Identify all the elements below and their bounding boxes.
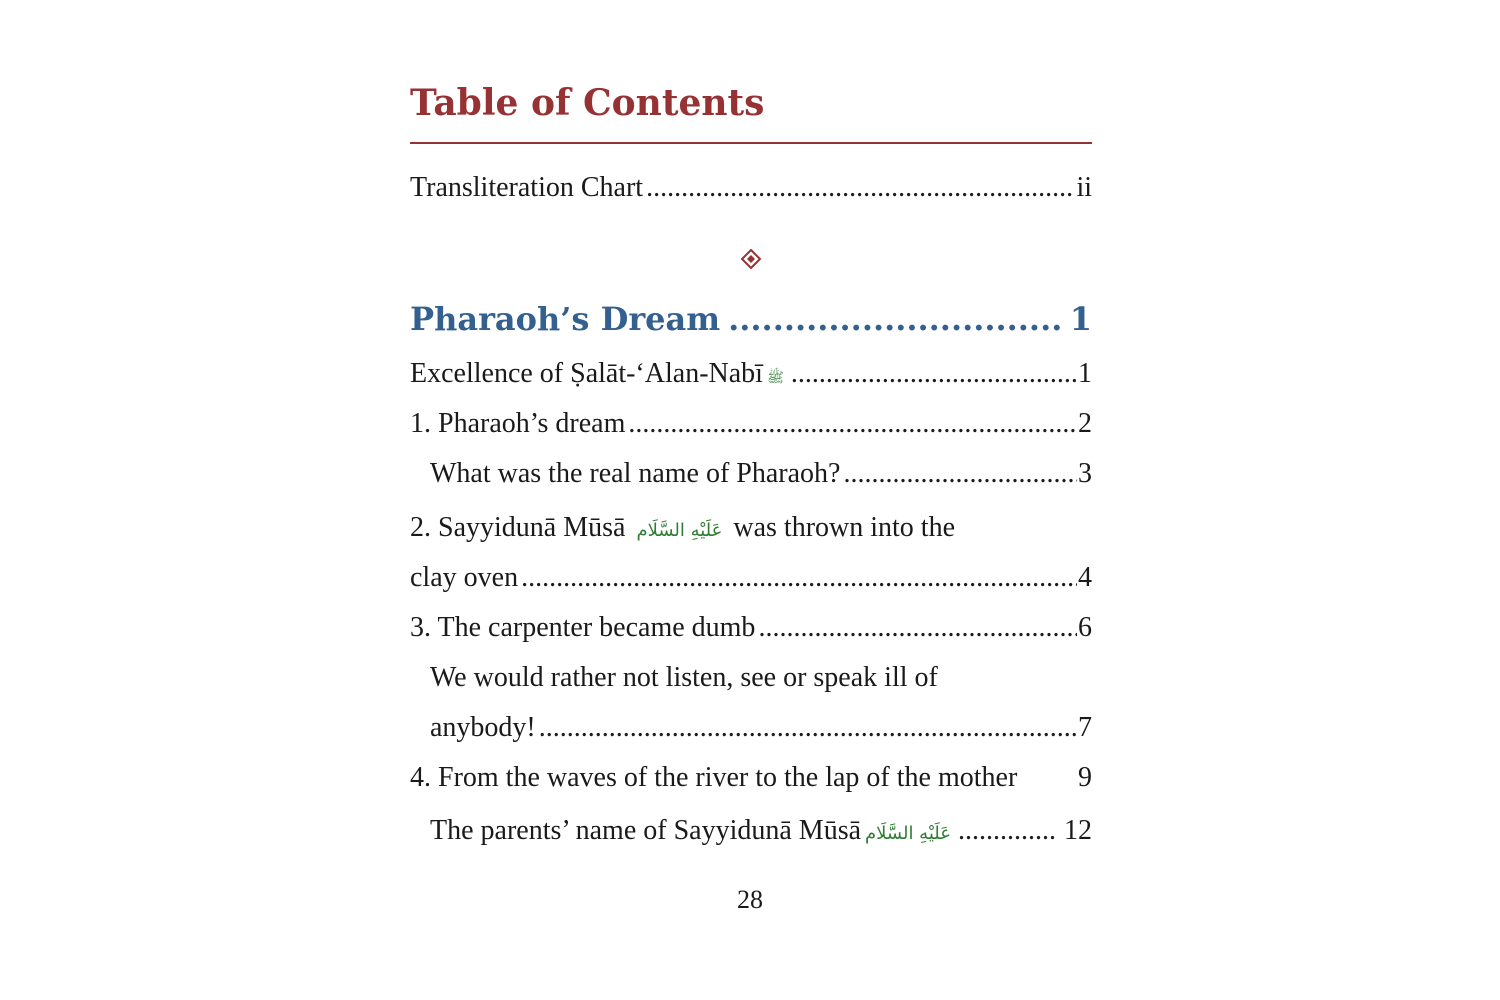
entry-title: The parents’ name of Sayyidunā Mūsā <box>430 815 862 846</box>
entry-page: 3 <box>1078 458 1092 489</box>
entry-title: What was the real name of Pharaoh? <box>430 458 841 489</box>
entry-title: anybody! <box>430 712 536 743</box>
entry-page: 2 <box>1078 408 1092 439</box>
toc-entry-line-1[interactable] <box>410 512 955 544</box>
entry-title: Excellence of Ṣalāt-‘Alan-Nabī <box>410 358 763 389</box>
toc-entry[interactable] <box>410 408 1092 440</box>
leader-dots <box>791 358 1077 390</box>
leader-dots <box>843 458 1077 490</box>
entry-page: 9 <box>1078 762 1092 793</box>
entry-title-pre: 2. Sayyidunā Mūsā <box>410 512 626 543</box>
entry-title: clay oven <box>410 562 519 593</box>
entry-page: 6 <box>1078 612 1092 643</box>
entry-page: 1 <box>1078 358 1092 389</box>
entry-page: 12 <box>1064 815 1092 846</box>
arabic-honorific: عَلَيْهِ السَّلَام <box>636 520 723 541</box>
toc-subentry[interactable] <box>430 458 1092 490</box>
arabic-honorific: ﷺ <box>766 370 784 386</box>
arabic-honorific: عَلَيْهِ السَّلَام <box>865 823 951 844</box>
leader-dots <box>628 408 1077 440</box>
chapter-entry[interactable] <box>410 300 1092 338</box>
toc-subentry-line-1[interactable] <box>430 662 938 694</box>
toc-entry[interactable] <box>410 762 1092 794</box>
entry-title: 1. Pharaoh’s dream <box>410 408 626 439</box>
entry-title: We would rather not listen, see or speak ill of <box>430 662 938 693</box>
toc-subentry[interactable] <box>430 815 1092 847</box>
entry-title: Transliteration Chart <box>410 172 644 203</box>
toc-entry-line-2[interactable] <box>410 562 1092 594</box>
leader-dots <box>521 562 1077 594</box>
page-number: 28 <box>737 885 763 914</box>
entry-title: 3. The carpenter became dumb <box>410 612 756 643</box>
leader-dots <box>539 712 1077 744</box>
entry-page: 4 <box>1078 562 1092 593</box>
toc-entry[interactable] <box>410 358 1092 390</box>
heading-rule <box>410 142 1092 144</box>
entry-page: 7 <box>1078 712 1092 743</box>
toc-entry[interactable] <box>410 612 1092 644</box>
leader-dots <box>646 172 1075 204</box>
leader-dots <box>728 300 1064 338</box>
entry-title-post: was thrown into the <box>733 512 956 543</box>
toc-entry-transliteration[interactable] <box>410 172 1092 204</box>
diamond-ornament-icon <box>741 249 761 269</box>
leader-dots <box>958 815 1057 847</box>
leader-dots <box>758 612 1077 644</box>
chapter-title: Pharaoh’s Dream <box>410 300 721 338</box>
chapter-page: 1 <box>1069 300 1092 338</box>
entry-title: 4. From the waves of the river to the lap of the mother <box>410 762 1018 793</box>
toc-heading: Table of Contents <box>410 82 765 124</box>
toc-subentry-line-2[interactable] <box>430 712 1092 744</box>
entry-page: ii <box>1076 172 1092 203</box>
